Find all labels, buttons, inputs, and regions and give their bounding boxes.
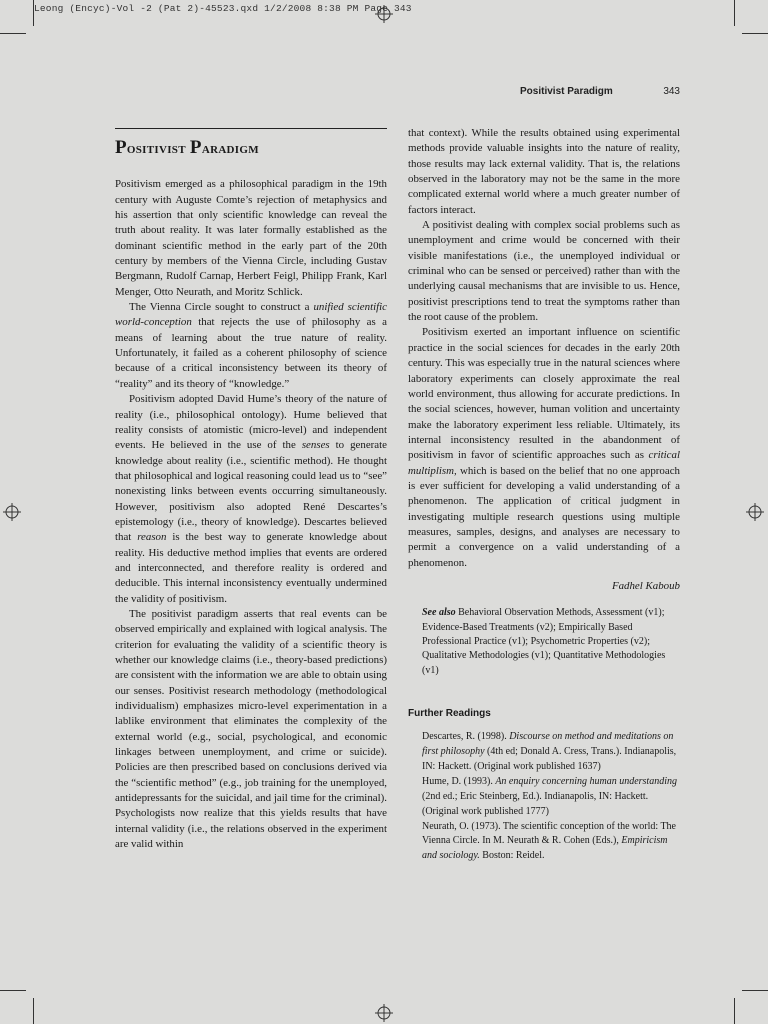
crop-mark	[742, 990, 768, 991]
crop-mark	[734, 0, 735, 26]
crop-mark	[33, 0, 34, 26]
see-also-label: See also	[422, 607, 456, 619]
registration-mark-icon	[375, 5, 393, 23]
registration-mark-icon	[746, 503, 764, 521]
further-readings-heading: Further Readings	[408, 707, 491, 719]
paragraph: A positivist dealing with complex social problems such as unemployment and crime would be concerned with their visible manifestations (i.e., the unemployed individual or criminal who can be sensed or perceived) rather than with the underlying causal mechanisms that are invisible to us. Hence, positivist prescriptions tend to treat the symptoms rather than the root cause of the problem.	[408, 219, 680, 324]
reference-item: Hume, D. (1993). An enquiry concerning human understanding (2nd ed.; Eric Steinberg, Ed.). Indianapolis, IN: Hackett. (Original work published 1777)	[422, 775, 677, 817]
crop-mark	[0, 990, 26, 991]
paragraph: Positivism emerged as a philosophical paradigm in the 19th century with Auguste Comte’s rejection of metaphysics and his assertion that only scientific knowledge can reveal the truth about reality. It was later formally established as the dominant scientific method in the early part of the 20th century by members of the Vienna Circle, including Gustav Bergmann, Rudolf Carnap, Herbert Feigl, Philipp Frank, Karl Menger, Otto Neurath, and Moritz Schlick.	[115, 178, 387, 298]
registration-mark-icon	[3, 503, 21, 521]
running-head-title: Positivist Paradigm	[520, 86, 613, 97]
registration-mark-icon	[375, 1004, 393, 1022]
right-column	[408, 126, 680, 864]
paragraph: The positivist paradigm asserts that real events can be observed empirically and explained with logical analysis. The criterion for evaluating the validity of a scientific theory is whether our knowledge claims (i.e., theory-based predictions) are consistent with the information we are able to obtain using our senses. Positivist research methodology (methodological individualism) emphasizes micro-level experimentation in a lablike environment that eliminates the complexity of the external world (e.g., social, psychological, and economic linkages between unemployment, and crime or suicide). Policies are then prescribed based on conclusions derived via the “scientific method” (e.g., job training for the unemployed, antidepressants for the suicidal, and jail time for the criminal). Psychologists now realize that this yields results that have internal validity (i.e., the relations observed in the experiment are valid within	[115, 607, 387, 851]
title-rule	[115, 128, 387, 129]
article-title: Positivist Paradigm	[115, 137, 259, 158]
print-slug: Leong (Encyc)-Vol -2 (Pat 2)-45523.qxd 1/2/2008 8:38 PM Page 343	[34, 3, 412, 14]
paragraph: Positivism exerted an important influence on scientific practice in the social sciences for decades in the early 20th century. This was especially true in the natural sciences where laboratory experiments can closely approximate the real world environment, thus allowing for accurate predictions. In the social sciences, however, human volition and uncertainty make the laboratory experiment less reliable. Ultimately, its internal inconsistency resulted in the abandonment of positivism in favor of scientific approaches such as critical multiplism, which is based on the belief that no one approach is ever sufficient for developing a valid understanding of a phenomenon. The application of critical judgment in investigating multiple research questions using multiple measures, samples, designs, and analyses are necessary to permit a convergence on a valid understanding of a phenomenon.	[408, 326, 680, 569]
reference-item: Neurath, O. (1973). The scientific conception of the world: The Vienna Circle. In M. Neurath & R. Cohen (Eds.), Empiricism and sociology. Boston: Reidel.	[422, 820, 676, 862]
page-number: 343	[663, 86, 680, 97]
see-also: See also Behavioral Observation Methods, Assessment (v1); Evidence-Based Treatments (v2); Empirically Based Professional Practice (v1); Psychometric Properties (v2); Qualitative Methodologies (v1); Quantitative Methodologies (v1)	[422, 607, 666, 676]
crop-mark	[734, 998, 735, 1024]
reference-item: Descartes, R. (1998). Discourse on method and meditations on first philosophy (4th ed; Donald A. Cress, Trans.). Indianapolis, IN: Hackett. (Original work published 1637)	[422, 731, 677, 772]
crop-mark	[0, 33, 26, 34]
crop-mark	[742, 33, 768, 34]
crop-mark	[33, 998, 34, 1024]
left-column	[115, 126, 387, 852]
paragraph: that context). While the results obtained using experimental methods provide valuable insights into the nature of reality, those results may lack external validity. That is, the relations observed in the laboratory may not be the same in the more complicated external world where a much greater number of factors interact.	[408, 127, 680, 216]
paragraph: Positivism adopted David Hume’s theory of the nature of reality (i.e., philosophical ontology). Hume believed that reality consists of atomistic (micro-level) and independent events. He believed in the use of the senses to generate knowledge about reality (i.e., scientific method). He thought that philosophical and logical reasoning could lead us to “see” nonexisting links between events occurring simultaneously. However, positivism also adopted René Descartes’s epistemology (i.e., theory of knowledge). Descartes believed that reason is the best way to generate knowledge about reality. His deductive method implies that events are ordered and interconnected, and therefore reality is ordered and deducible. This internal inconsistency eventually undermined the validity of positivism.	[115, 393, 387, 605]
paragraph: The Vienna Circle sought to construct a unified scientific world-conception that rejects the use of philosophy as a means of learning about the true nature of reality. Unfortunately, it failed as a coherent philosophy of science because of a critical inconsistency between its theory of “reality” and its theory of “knowledge.”	[115, 301, 388, 390]
author-signature: Fadhel Kaboub	[611, 579, 680, 592]
